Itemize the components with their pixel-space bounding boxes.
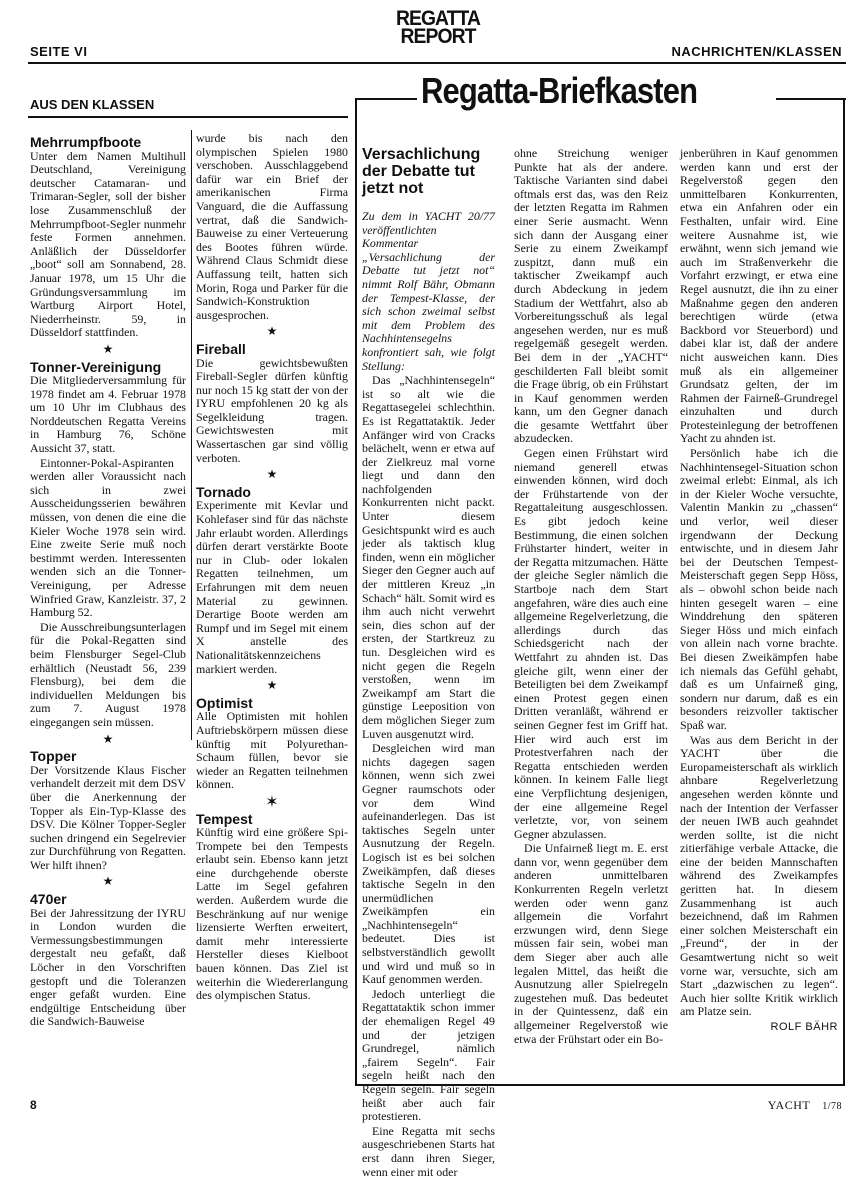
article-paragraph: ohne Streichung weniger Punkte hat als der andere. Taktische Varianten sind dabei oftmals erst das, was den Reiz der letzten Regatta im Rahmen einer Serie ausmacht. Wenn sich dann der Ausgang einer Serie zu einem Zweikampf zuspitzt, dann muß ein taktischer Zweikampf auch durch Abdeckung in jedem Stadium der Wettfahrt, also ab Vorbereitungsschuß als legal angesehen werden, nur es muß regelgemäß gesegelt werden. Bei dem in der „YACHT“ geschilderten Fall bleibt somit die Frage übrig, ob ein Frühstart in Kauf genommen werden kann, um den Gegner danach die gesamte Wettfahrt über abzudecken. [514, 146, 668, 446]
class-heading: 470er [30, 891, 67, 908]
briefkasten-column-2 [514, 147, 668, 1082]
article-paragraph: Gegen einen Frühstart wird niemand generell etwas einwenden können, wird doch der Frühstartende von der Regattaleitung ausgeschlossen. Es gibt jedoch keine Bestimmung, die einen solchen Frühstarter hindert, weiter in der Regatta mitzumachen. Hätte der gleiche Segler nämlich die Startboje nach dem Start angefahren, wäre dies auch eine allgemeine Regelverletzung, die allerdings durch das Schiedsgericht nach der Wettfahrt zu ahnden ist. Das gleiche gilt, wenn einer der Beteiligten bei dem Zweikampf einen Protest gegen einen Dritten veranläßt, während er seinen Gegner fest im Griff hat. Hier wird auch erst im Protestverfahren nach der Regatta entschieden werden können. In keinem Falle liegt eine Verpflichtung desjenigen, der eine allgemeine Regel verletzte, vor, von seinem Gegner abzulassen. [514, 446, 668, 841]
star-separator-icon: ★ [102, 731, 114, 746]
star-separator-icon: ★ [266, 678, 278, 693]
article-paragraph: Künftig wird eine größere Spi-Trompete bei den Tempests erlaubt sein. Ebenso kann jetzt eine durchgehende oberste Latte im Segel gefahren werden. Außerdem wurde die Beschränkung auf nur wenige lizensierte Werften erweitert, damit mehr interessierte Hersteller dieses Kielboot bauen können. Das Ziel ist weiterhin die Wiedererlangung des olympischen Status. [196, 825, 348, 1003]
article-paragraph: jenberühren in Kauf genommen werden kann und erst der Regelverstoß gegen den unmittelbaren Konkurrenten, etwa ein Anfahren oder ein Festhalten, unfair wird. Eine weitere Ausnahme ist, wie erwähnt, wenn sich jemand wie auch im Straßenverkehr die Vorfahrt erzwingt, er etwa eine Regel ausnutzt, die ihn zu einer Maßnahme gegen den anderen berechtigen würde (etwa Backbord vor Steuerbord) und dabei klar ist, daß der andere nicht ausweichen kann. Dies muß als ein allgemeiner Grundsatz gelten, der im Rahmen der Fairneß-Grundregel einzuhalten und durch Protesteinlegung der betroffenen Yacht zu ahnden ist. [680, 146, 838, 446]
class-heading: Topper [30, 748, 77, 765]
magazine-name: YACHT [767, 1098, 811, 1112]
article-paragraph: Die Ausschreibungsunterlagen für die Pokal-Regatten sind beim Flensburger Segel-Club erhältlich (Neustadt 56, 239 Flensburg), bei dem die individuellen Meldungen bis zum 7. August 1978 eingegangen sein müssen. [30, 619, 186, 729]
article-paragraph: Desgleichen wird man nichts dagegen sagen können, wenn sich zwei Gegner raumschots oder vor dem Wind aufeinanderlegen. Das ist taktisches Segeln unter Ausnutzung der Regeln. Logisch ist es bei solchen Zweikämpfen, daß dieses taktische Segeln in den unermüdlichen Zweikämpfen ein „Nachhintensegeln“ bedeutet. Dies ist selbstverständlich gewollt und wird und muß so in Kauf genommen werden. [362, 741, 495, 987]
left-column-2 [196, 132, 348, 1092]
star-separator-icon: ✶ [265, 791, 279, 811]
author-signature: ROLF BÄHR [770, 1021, 838, 1033]
article-paragraph: Die gewichtsbewußten Fireball-Segler dürfen künftig nur noch 15 kg statt der von der IYRU empfohlenen 20 kg als Segelkleidung tragen. Gewichtswesten mit Wassertaschen gar sind völlig verboten. [196, 355, 348, 465]
left-section-rule [28, 116, 348, 118]
issue-number: 1/78 [822, 1101, 842, 1112]
article-paragraph: Persönlich habe ich die Nachhintensegel-Situation schon zweimal erlebt: Einmal, als ich in der Kieler Woche versuchte, Valentin Mankin zu „chassen“ und verlor, weil dieser irgendwann der Deckung entwischte, und in diesem Jahr bei der Deutschen Tempest-Meisterschaft gegen Sepp Höss, als – obwohl schon beide nach hinten gesegelt waren – eine Winddrehung den späteren Sieger Höss und mich einfach von allein nach vorne brachte. Bei diesen Zweikämpfen habe ich niemals das Gefühl gehabt, daß es um Unfairneß ging, sondern nur darum, daß es ein besonders reizvoller taktischer Spaß war. [680, 446, 838, 732]
briefkasten-title: Regatta-Briefkasten [421, 70, 698, 111]
footer-magazine [768, 1098, 842, 1113]
article-paragraph: Jedoch unterliegt die Regattataktik schon immer der ehemaligen Regel 49 und der jetzigen Grundregel, nämlich „fairem Segeln“. Fair segeln heißt nach den Regeln segeln. Fair segeln heißt aber auch fair protestieren. [362, 986, 495, 1124]
class-heading: Tornado [196, 483, 251, 500]
article-paragraph: Eintonner-Pokal-Aspiranten werden aller Voraussicht nach sich in zwei Ausscheidungsserien bewähren müssen, von denen die eine die Kieler Woche 1978 sein wird. Eine zweite Serie muß noch bestimmt werden. Interessenten wenden sich an die Tonner-Vereinigung, per Adresse Winfried Graw, Kanzleistr. 37, 2 Hamburg 52. [30, 455, 186, 620]
briefkasten-column-3 [680, 147, 838, 1082]
article-paragraph: Experimente mit Kevlar und Kohlefaser sind für das nächste Jahr erlaubt worden. Allerdings dürfen derart verstärkte Boote nur in Club- oder lokalen Regatten teilnehmen, um Erfahrungen mit dem neuen Material zu gewinnen. Derartige Boote werden am Rumpf und im Segel mit einem X anstelle des Nationalitätskennzeichens markiert werden. [196, 498, 348, 676]
class-heading: Optimist [196, 694, 253, 711]
star-separator-icon: ★ [102, 341, 114, 356]
regatta-report-logo [395, 7, 481, 48]
briefkasten-subtitle: Versachlichung der Debatte tut jetzt not [362, 146, 481, 197]
star-separator-icon: ★ [102, 874, 114, 889]
class-heading: Fireball [196, 340, 246, 357]
page-category-label: NACHRICHTEN/KLASSEN [671, 44, 842, 59]
article-paragraph: Der Vorsitzende Klaus Fischer verhandelt derzeit mit dem DSV über die Anerkennung der Topper als Ein-Typ-Klasse des DSV. Die Kölner Topper-Segler suchen dringend ein Segelrevier zur Durchführung von Regatten. Wer hilft ihnen? [30, 762, 186, 872]
class-heading: Tempest [196, 810, 253, 827]
logo-line-2: REPORT [400, 25, 476, 48]
article-paragraph: Die Unfairneß liegt m. E. erst dann vor, wenn gegenüber dem anderen unmittelbaren Konkurrenten Regeln verletzt werden oder wenn ganz allgemein die Vorfahrt erzwungen wird, denn Siege müssen fair sein, wobei man dem Sieger aber auch alle legalen Mittel, das heißt die Ausnutzung aller Spielregeln zugestehen muß. Das bedeutet in der Quintessenz, daß ein allgemeiner Regelverstoß wie etwa der Frühstart oder ein Bo- [514, 841, 668, 1046]
article-paragraph: Unter dem Namen Multihull Deutschland, Vereinigung deutscher Catamaran- und Trimaran-Segler, soll der bisher lose Zusammenschluß der Mehrrumpfboot-Segler nunmehr feste Formen annehmen. Anläßlich der Düsseldorfer „boot“ soll am Sonnabend, 28. Januar 1978, um 15 Uhr die Gründungsversammlung im Wartburg Airport Hotel, Niederrheinstr. 59, in Düsseldorf stattfinden. [30, 148, 186, 340]
star-separator-icon: ★ [266, 324, 278, 339]
left-section-title: AUS DEN KLASSEN [30, 97, 155, 112]
article-paragraph: Alle Optimisten mit hohlen Auftriebskörpern müssen diese künftig mit Polyurethan-Schaum füllen, bevor sie wieder an Regatten teilnehmen können. [196, 709, 348, 792]
column-divider [191, 130, 192, 740]
logo-line-1: REGATTA [395, 7, 481, 30]
class-heading: Mehrrumpfboote [30, 134, 142, 150]
article-paragraph: wurde bis nach den olympischen Spielen 1980 verschoben. Ausschlaggebend dafür war ein Brief der amerikanischen Firma Vanguard, die die Auffassung vertrat, daß die Sandwich-Bauweise zu einer Verteuerung des Bootes führen würde. Während Claus Schmidt diese Auffassung teilt, hatten sich Morin, Roga und Parker für die Sandwich-Konstruktion ausgesprochen. [196, 131, 348, 322]
page-number: 8 [30, 1098, 37, 1112]
left-column-1 [30, 132, 186, 1092]
article-paragraph: Was aus dem Bericht in der YACHT über die Europameisterschaft als wirklich ahnbare Regelverletzung angesehen werden könnte und nach der Intention der Verfasser der neuen IWB auch geahndet werden sollte, ist die nicht zitierfähige verbale Attacke, die eine der beiden Mannschaften während des Zweikampfes geritten hat. In diesem Zusammenhang ist auch bezeichnend, daß im Rahmen einer solchen Meisterschaft ein „Freund“, der in der Gesamtwertung nicht so weit vorne war, versuchte, sich am Start „dazwischen zu legen“. Auch hier sollte Kritik wirklich am Platze sein. [680, 732, 838, 1019]
article-paragraph: Zu dem in YACHT 20/77 veröffentlichten Kommentar „Versachlichung der Debatte tut jetzt not“ nimmt Rolf Bähr, Obmann der Tempest-Klasse, der sich schon zweimal selbst mit dem Problem des Nachhintensegelns konfrontiert sah, wie folgt Stellung: [362, 209, 495, 373]
article-paragraph: Das „Nachhintensegeln“ ist so alt wie die Regattasegelei schlechthin. Es ist Regattataktik. Jeder Anfänger wird von Cracks belächelt, wenn er etwa auf der Zielkreuz mal vorne liegt und dann den nachfolgenden Konkurrenten nicht packt. Unter diesem Gesichtspunkt wird es auch jeder als taktisch klug finden, wenn ein möglicher Sieger den Gegner auch auf der mittleren Kreuz „in Schach“ hält. Somit wird es ihm auch nicht verwehrt sein, dies schon auf der ersten, der Startkreuz zu tun. Desgleichen wird es nicht gegen die Regeln verstoßen, wenn im Zweikampf am Start die günstige Leeposition von dem möglichen Sieger zum Luven ausgenutzt wird. [362, 373, 495, 741]
article-paragraph: Bei der Jahressitzung der IYRU in London wurden die Vermessungsbestimmungen dergestalt neu gefaßt, daß Löcher in den Vorschriften gestopft und die Toleranzen enger gefaßt wurden. Eine endgültige Entscheidung über die Sandwich-Bauweise [30, 905, 186, 1029]
header-rule [28, 62, 846, 64]
star-separator-icon: ★ [266, 467, 278, 482]
class-heading: Tonner-Vereinigung [30, 358, 162, 375]
page-section-label: SEITE VI [30, 44, 88, 59]
briefkasten-column-1 [362, 209, 495, 1179]
article-paragraph: Eine Regatta mit sechs ausgeschriebenen Starts hat erst dann ihren Sieger, wenn einer mit oder [362, 1123, 495, 1179]
article-paragraph: Die Mitgliederversammlung für 1978 findet am 4. Februar 1978 um 10 Uhr im Clubhaus des Norddeutschen Regatta Vereins in Hamburg 76, Schöne Aussicht 37, statt. [30, 373, 186, 456]
